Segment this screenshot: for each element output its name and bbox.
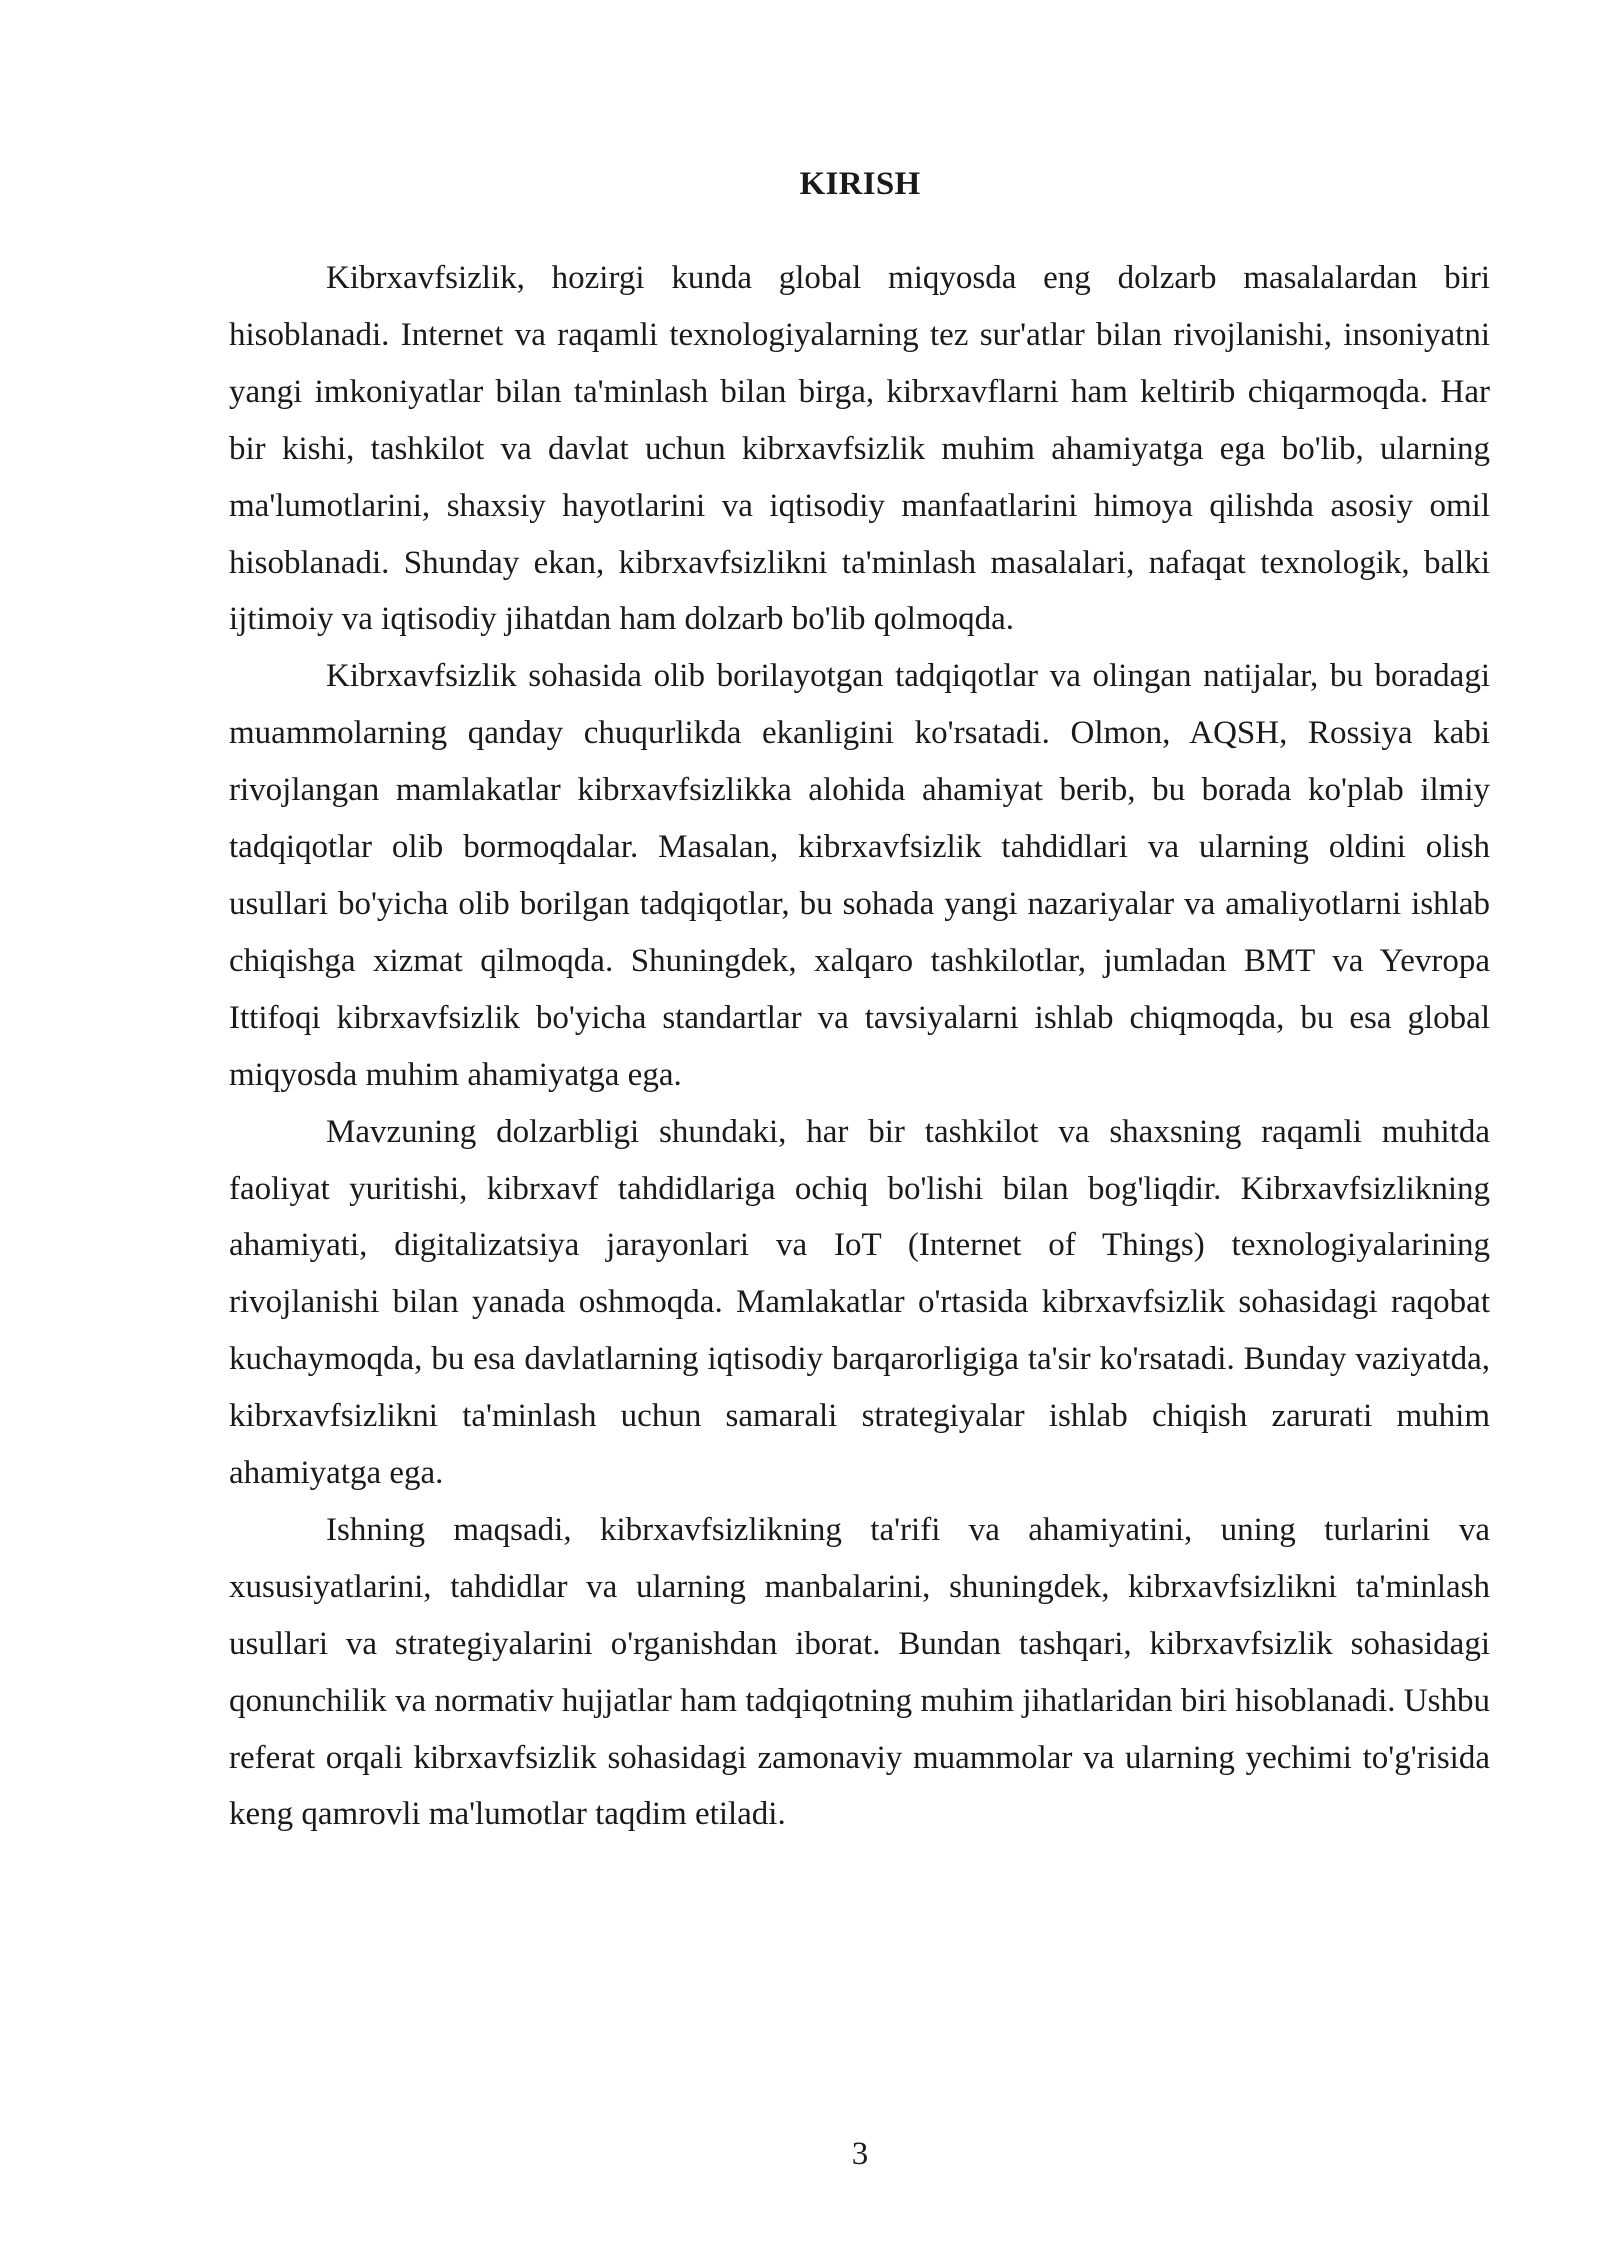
page-number: 3 <box>851 2136 869 2172</box>
section-title: KIRISH <box>799 166 921 202</box>
paragraph-2: Kibrxavfsizlik sohasida olib borilayotgan tadqiqotlar va olingan natijalar, bu boradagi muammolarning qanday chuqurlikda ekanligini ko'rsatadi. Olmon, AQSH, Rossiya kabi rivojlangan mamlakatlar kibrxavfsizlikka alohida ahamiyat berib, bu borada ko'plab ilmiy tadqiqotlar olib bormoqdalar. Masalan, kibrxavfsizlik tahdidlari va ularning oldini olish usullari bo'yicha olib borilgan tadqiqotlar, bu sohada yangi nazariyalar va amaliyotlarni ishlab chiqishga xizmat qilmoqda. Shuningdek, xalqaro tashkilotlar, jumladan BMT va Yevropa Ittifoqi kibrxavfsizlik bo'yicha standartlar va tavsiyalarni ishlab chiqmoqda, bu esa global miqyosda muhim ahamiyatga ega. <box>229 658 1490 1093</box>
paragraph-3: Mavzuning dolzarbligi shundaki, har bir tashkilot va shaxsning raqamli muhitda faoliyat yuritishi, kibrxavf tahdidlariga ochiq bo'lishi bilan bog'liqdir. Kibrxavfsizlikning ahamiyati, digitalizatsiya jarayonlari va IoT (Internet of Things) texnologiyalarining rivojlanishi bilan yanada oshmoqda. Mamlakatlar o'rtasida kibrxavfsizlik sohasidagi raqobat kuchaymoqda, bu esa davlatlarning iqtisodiy barqarorligiga ta'sir ko'rsatadi. Bunday vaziyatda, kibrxavfsizlikni ta'minlash uchun samarali strategiyalar ishlab chiqish zarurati muhim ahamiyatga ega. <box>229 1113 1490 1492</box>
paragraph-1: Kibrxavfsizlik, hozirgi kunda global miqyosda eng dolzarb masalalardan biri hisoblanadi. Internet va raqamli texnologiyalarning tez sur'atlar bilan rivojlanishi, insoniyatni yangi imkoniyatlar bilan ta'minlash bilan birga, kibrxavflarni ham keltirib chiqarmoqda. Har bir kishi, tashkilot va davlat uchun kibrxavfsizlik muhim ahamiyatga ega bo'lib, ularning ma'lumotlarini, shaxsiy hayotlarini va iqtisodiy manfaatlarini himoya qilishda asosiy omil hisoblanadi. Shunday ekan, kibrxavfsizlikni ta'minlash masalalari, nafaqat texnologik, balki ijtimoiy va iqtisodiy jihatdan ham dolzarb bo'lib qolmoqda. <box>229 260 1490 638</box>
body-text <box>229 250 1490 1843</box>
paragraph-4: Ishning maqsadi, kibrxavfsizlikning ta'rifi va ahamiyatini, uning turlarini va xususiyatlarini, tahdidlar va ularning manbalarini, shuningdek, kibrxavfsizlikni ta'minlash usullari va strategiyalarini o'rganishdan iborat. Bundan tashqari, kibrxavfsizlik sohasidagi qonunchilik va normativ hujjatlar ham tadqiqotning muhim jihatlaridan biri hisoblanadi. Ushbu referat orqali kibrxavfsizlik sohasidagi zamonaviy muammolar va ularning yechimi to'g'risida keng qamrovli ma'lumotlar taqdim etiladi. <box>229 1511 1490 1833</box>
